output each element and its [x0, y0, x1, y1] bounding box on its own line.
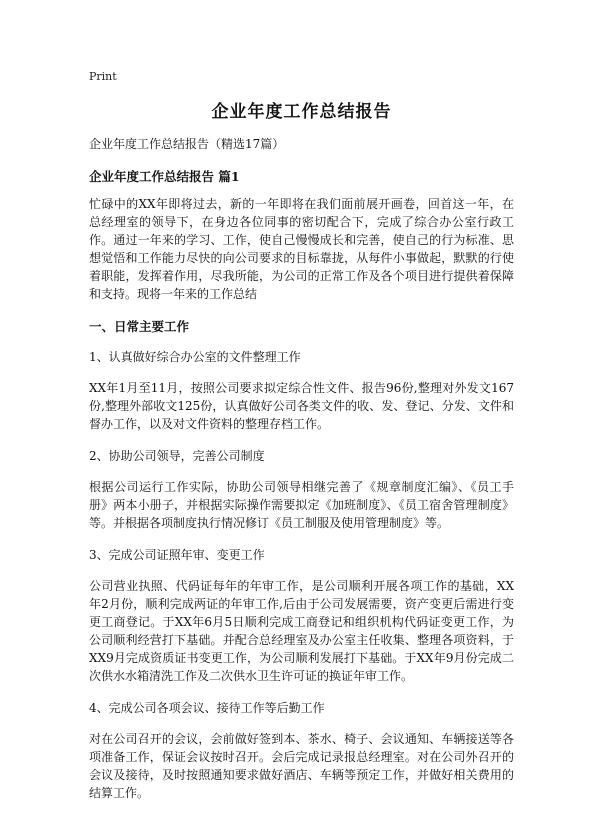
item-3-paragraph: 公司营业执照、代码证每年的年审工作，是公司顺利开展各项工作的基础，XX年2月份，顺利完成两证的年审工作,后由于公司发展需要，资产变更后需进行变更工商登记。于XX年6月5日顺利完成工商登记和组织机构代码证变更工作，为公司顺利经营打下基础。并配合总经理室及办公室主任收集、整理各项资料，于XX9月完成资质证书变更工作，为公司顺利发展打下基础。于XX年9月份完成二次供水水箱清洗工作及二次供水卫生许可证的换证年审工作。 [89, 579, 514, 683]
print-link[interactable]: Print [89, 70, 117, 83]
document-page [89, 70, 514, 816]
item-2-paragraph: 根据公司运行工作实际，协助公司领导相继完善了《规章制度汇编》、《员工手册》两本小册子，并根据实际操作需要拟定《加班制度》、《员工宿舍管理制度》等。并根据各项制度执行情况修订《员工制服及使用管理制度》等。 [89, 480, 514, 530]
item-1-title: 1、认真做好综合办公室的文件整理工作 [89, 350, 301, 364]
item-3-title: 3、完成公司证照年审、变更工作 [89, 548, 265, 562]
item-2-title: 2、协助公司领导，完善公司制度 [89, 449, 265, 463]
intro-paragraph: 忙碌中的XX年即将过去，新的一年即将在我们面前展开画卷，回首这一年，在总经理室的领导下，在身边各位同事的密切配合下，完成了综合办公室行政工作。通过一年来的学习、工作，使自己慢慢成长和完善，使自己的行为标准、思想觉悟和工作能力尽快的向公司要求的目标靠拢，从每件小事做起，默默的行使着职能，发挥着作用，尽我所能，为公司的正常工作及各个项目进行提供着保障和支持。现将一年来的工作总结 [89, 197, 514, 301]
piece-heading: 企业年度工作总结报告 篇1 [89, 169, 240, 184]
item-4-title: 4、完成公司各项会议、接待工作等后勤工作 [89, 701, 325, 715]
section-heading: 一、日常主要工作 [89, 319, 190, 334]
item-4-paragraph: 对在公司召开的会议，会前做好签到本、茶水、椅子、会议通知、车辆接送等各项准备工作，保证会议按时召开。会后完成记录报总经理室。对在公司外召开的会议及接待，及时按照通知要求做好酒店、车辆等预定工作，并做好相关费用的结算工作。 [89, 732, 514, 800]
document-subtitle: 企业年度工作总结报告（精选17篇） [89, 137, 285, 151]
document-title: 企业年度工作总结报告 [211, 102, 392, 122]
item-1-paragraph: XX年1月至11月，按照公司要求拟定综合性文件、报告96份,整理对外发文167份,整理外部收文125份，认真做好公司各类文件的收、发、登记、分发、文件和督办工作，以及对文件资料的整理存档工作。 [89, 381, 514, 431]
